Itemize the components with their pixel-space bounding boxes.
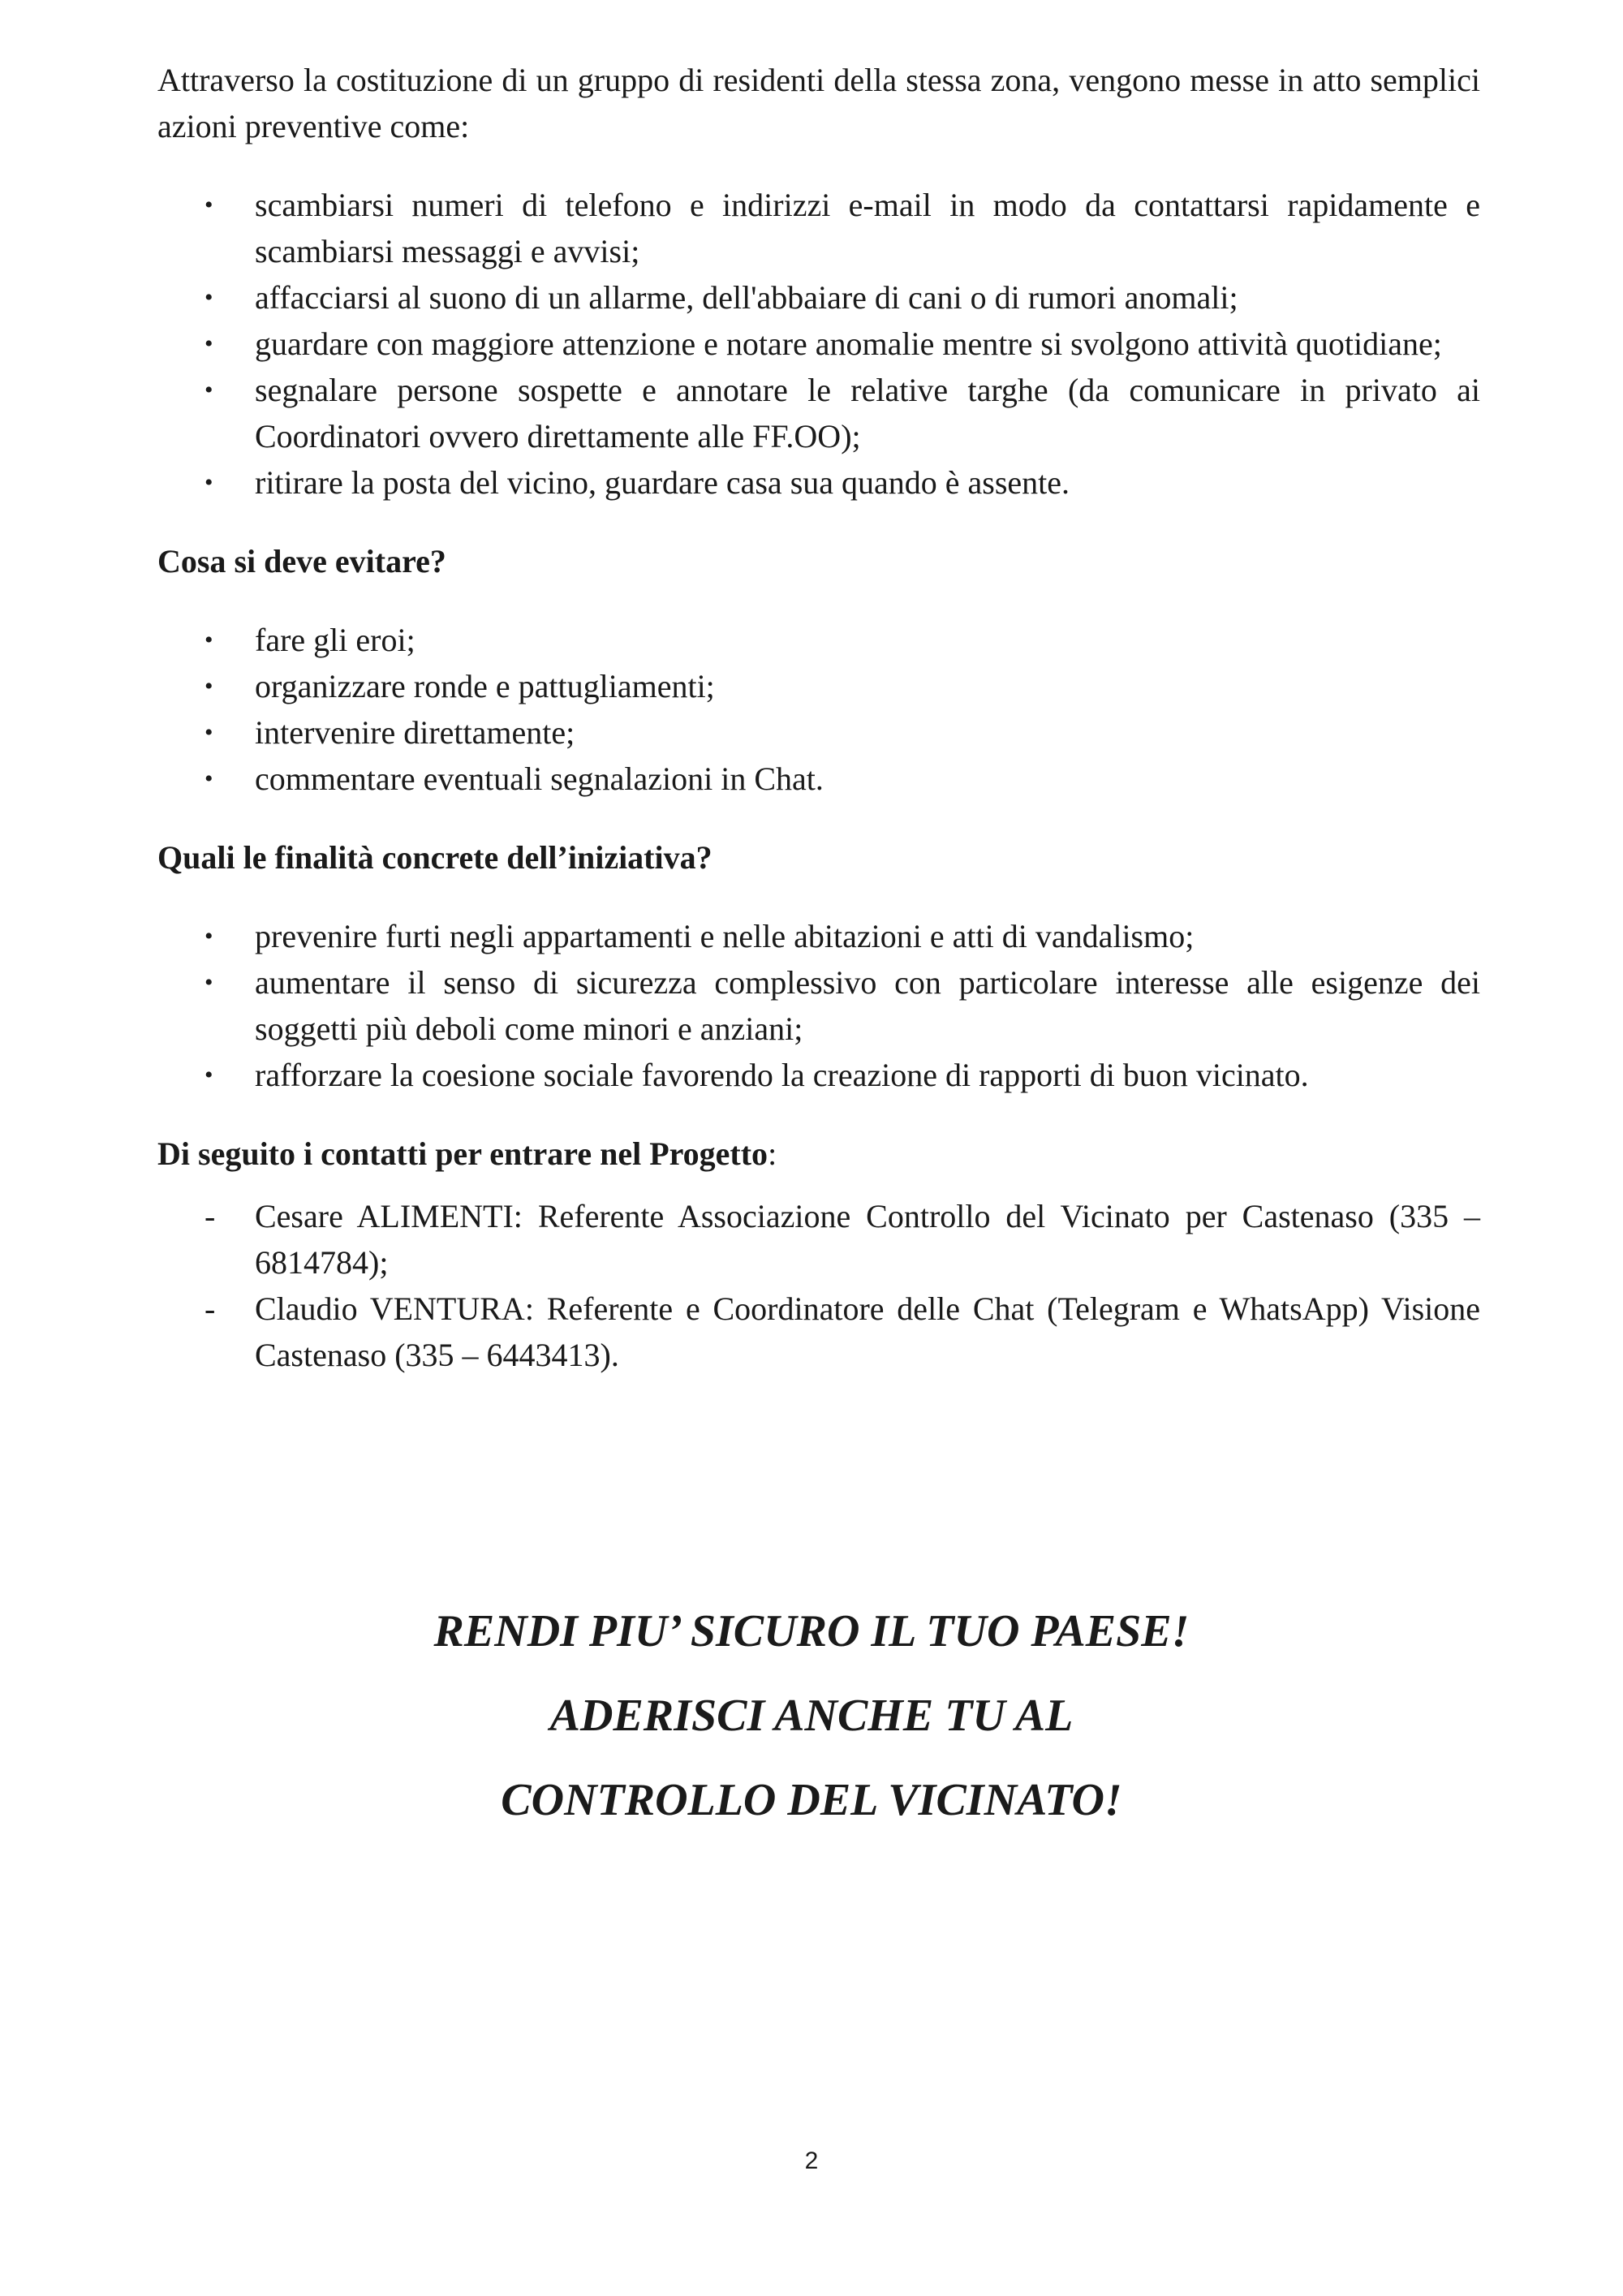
list-item-text: fare gli eroi; [255, 622, 415, 658]
contact-item-text: Cesare ALIMENTI: Referente Associazione Controllo del Vicinato per Castenaso (335 – 6814784); [255, 1198, 1480, 1281]
list-item [157, 459, 1480, 506]
list-item [157, 663, 1480, 709]
dash-marker: - [204, 1198, 216, 1234]
bullet-marker: • [204, 627, 213, 653]
list-item-text: ritirare la posta del vicino, guardare casa sua quando è assente. [255, 464, 1070, 501]
list-item-text: organizzare ronde e pattugliamenti; [255, 668, 715, 704]
avoid-list [157, 617, 1480, 802]
actions-list [157, 182, 1480, 506]
goals-heading: Quali le finalità concrete dell’iniziativa? [157, 839, 712, 876]
bullet-marker: • [204, 469, 213, 496]
contact-item-text: Claudio VENTURA: Referente e Coordinatore delle Chat (Telegram e WhatsApp) Visione Castenaso (335 – 6443413). [255, 1290, 1480, 1373]
dash-marker: - [204, 1290, 216, 1327]
contact-item [157, 1286, 1480, 1378]
contacts-heading-colon: : [768, 1135, 777, 1172]
list-item-text: guardare con maggiore attenzione e notare anomalie mentre si svolgono attività quotidiane; [255, 325, 1442, 362]
list-item-text: rafforzare la coesione sociale favorendo la creazione di rapporti di buon vicinato. [255, 1057, 1309, 1093]
bullet-marker: • [204, 330, 213, 357]
avoid-heading: Cosa si deve evitare? [157, 543, 446, 579]
list-item-text: aumentare il senso di sicurezza complessivo con particolare interesse alle esigenze dei soggetti più deboli come minori e anziani; [255, 964, 1480, 1047]
cta-line-2: ADERISCI ANCHE TU AL [549, 1691, 1074, 1741]
document-body [157, 57, 1480, 1378]
goals-list [157, 913, 1480, 1098]
bullet-marker: • [204, 719, 213, 746]
list-item [157, 274, 1480, 321]
intro-paragraph: Attraverso la costituzione di un gruppo di residenti della stessa zona, vengono messe in atto semplici azioni preventive come: [157, 62, 1480, 144]
bullet-marker: • [204, 192, 213, 218]
list-item [157, 367, 1480, 459]
list-item [157, 913, 1480, 959]
bullet-marker: • [204, 969, 213, 996]
bullet-marker: • [204, 1062, 213, 1088]
bullet-marker: • [204, 377, 213, 403]
list-item-text: affacciarsi al suono di un allarme, dell'abbaiare di cani o di rumori anomali; [255, 279, 1238, 316]
bullet-marker: • [204, 284, 213, 311]
contacts-heading [157, 1131, 1480, 1177]
bullet-marker: • [204, 923, 213, 950]
contacts-heading-text: Di seguito i contatti per entrare nel Progetto [157, 1135, 768, 1172]
list-item [157, 756, 1480, 802]
call-to-action [0, 1589, 1623, 1842]
bullet-marker: • [204, 765, 213, 792]
list-item [157, 709, 1480, 756]
contacts-list [157, 1193, 1480, 1378]
list-item-text: commentare eventuali segnalazioni in Chat. [255, 760, 824, 797]
list-item [157, 1052, 1480, 1098]
list-item [157, 182, 1480, 274]
cta-line-1: RENDI PIU’ SICURO IL TUO PAESE! [433, 1606, 1190, 1656]
list-item-text: scambiarsi numeri di telefono e indirizzi e-mail in modo da contattarsi rapidamente e scambiarsi messaggi e avvisi; [255, 187, 1480, 269]
list-item [157, 959, 1480, 1052]
list-item [157, 321, 1480, 367]
bullet-marker: • [204, 673, 213, 700]
contact-item [157, 1193, 1480, 1286]
list-item-text: intervenire direttamente; [255, 714, 575, 751]
cta-line-3: CONTROLLO DEL VICINATO! [501, 1775, 1122, 1825]
list-item-text: prevenire furti negli appartamenti e nelle abitazioni e atti di vandalismo; [255, 918, 1195, 954]
page-number: 2 [804, 2147, 819, 2174]
list-item [157, 617, 1480, 663]
list-item-text: segnalare persone sospette e annotare le relative targhe (da comunicare in privato ai Coordinatori ovvero direttamente alle FF.OO); [255, 372, 1480, 454]
